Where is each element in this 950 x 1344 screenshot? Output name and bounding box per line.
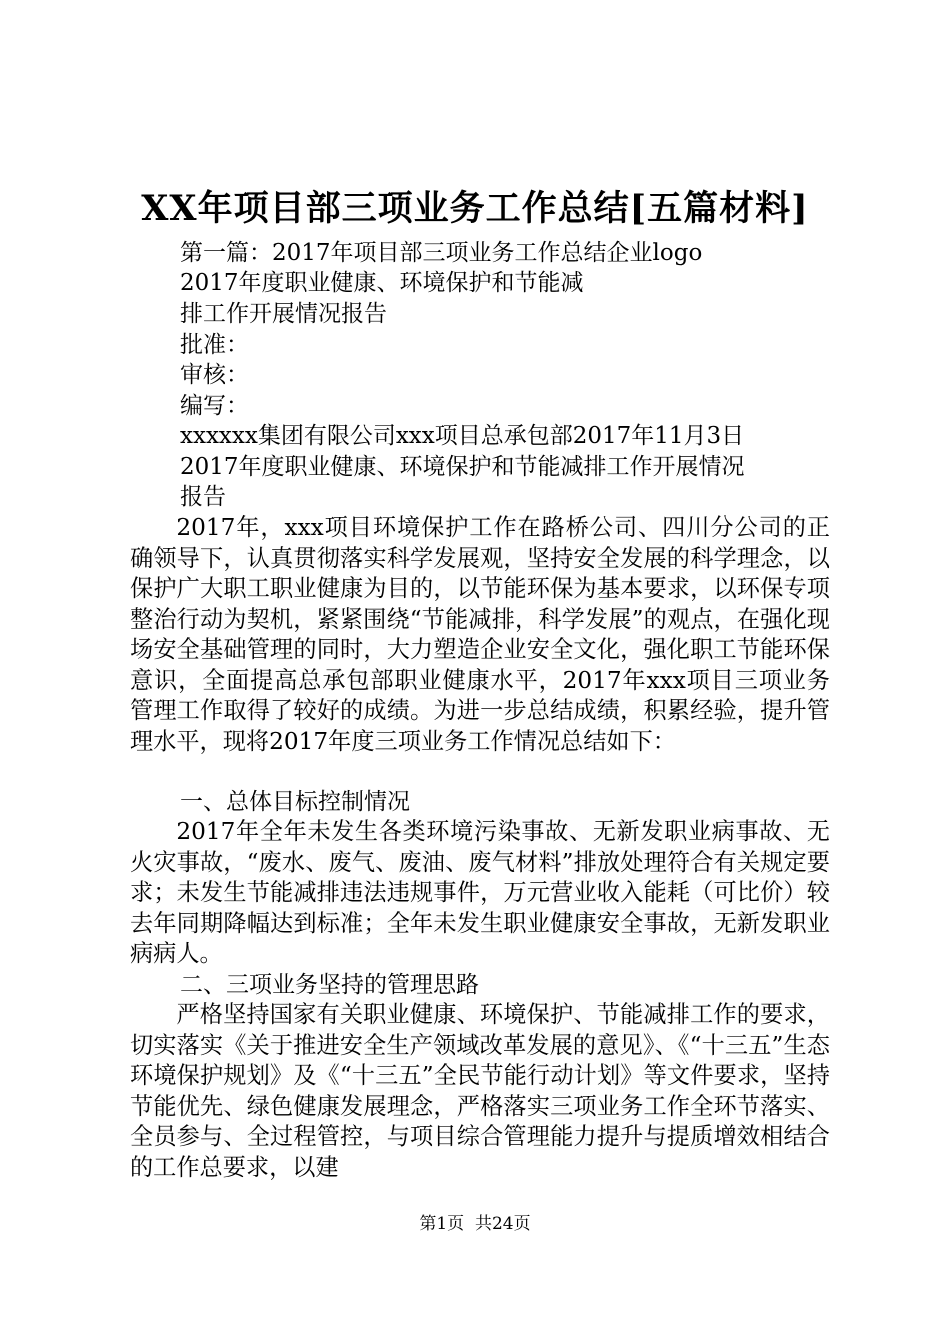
heading-management-approach: 二、三项业务坚持的管理思路 (180, 972, 479, 998)
report-heading-line-2: 报告 (180, 484, 226, 510)
heading-overall-targets: 一、总体目标控制情况 (180, 789, 410, 815)
report-heading-line-1: 2017年度职业健康、环境保护和节能减排工作开展情况 (180, 454, 745, 480)
document-title: XX年项目部三项业务工作总结[五篇材料] (141, 188, 809, 229)
section-title-line: 第一篇：2017年项目部三项业务工作总结企业logo (180, 240, 703, 266)
management-paragraph: 严格坚持国家有关职业健康、环境保护、节能减排工作的要求，切实落实《关于推进安全生产领域改革发展的意见》、《“十三五”生态环境保护规划》及《“十三五”全民节能行动计划》等文件要求，坚持节能优先、绿色健康发展理念，严格落实三项业务工作全环节落实、全员参与、全过程管控，与项目综合管理能力提升与提质增效相结合的工作总要求，以建 (130, 1001, 830, 1181)
approval-label: 批准： (180, 332, 249, 358)
author-label: 编写： (180, 393, 249, 419)
report-title-line-2: 排工作开展情况报告 (180, 301, 387, 327)
organization-date-line: xxxxxx集团有限公司xxx项目总承包部2017年11月3日 (180, 423, 745, 449)
page-number-footer: 第1页 共24页 (419, 1214, 531, 1234)
intro-paragraph: 2017年，xxx项目环境保护工作在路桥公司、四川分公司的正确领导下，认真贯彻落实科学发展观，坚持安全发展的科学理念，以保护广大职工职业健康为目的，以节能环保为基本要求，以环保专项整治行动为契机，紧紧围绕“节能减排，科学发展”的观点，在强化现场安全基础管理的同时，大力塑造企业安全文化，强化职工节能环保意识，全面提高总承包部职业健康水平，2017年xxx项目三项业务管理工作取得了较好的成绩。为进一步总结成绩，积累经验，提升管理水平，现将2017年度三项业务工作情况总结如下： (130, 514, 830, 755)
review-label: 审核： (180, 362, 249, 388)
report-title-line-1: 2017年度职业健康、环境保护和节能减 (180, 270, 584, 296)
targets-paragraph: 2017年全年未发生各类环境污染事故、无新发职业病事故、无火灾事故，“废水、废气、废油、废气材料”排放处理符合有关规定要求；未发生节能减排违法违规事件，万元营业收入能耗（可比价）较去年同期降幅达到标准；全年未发生职业健康安全事故，无新发职业病病人。 (130, 818, 830, 967)
